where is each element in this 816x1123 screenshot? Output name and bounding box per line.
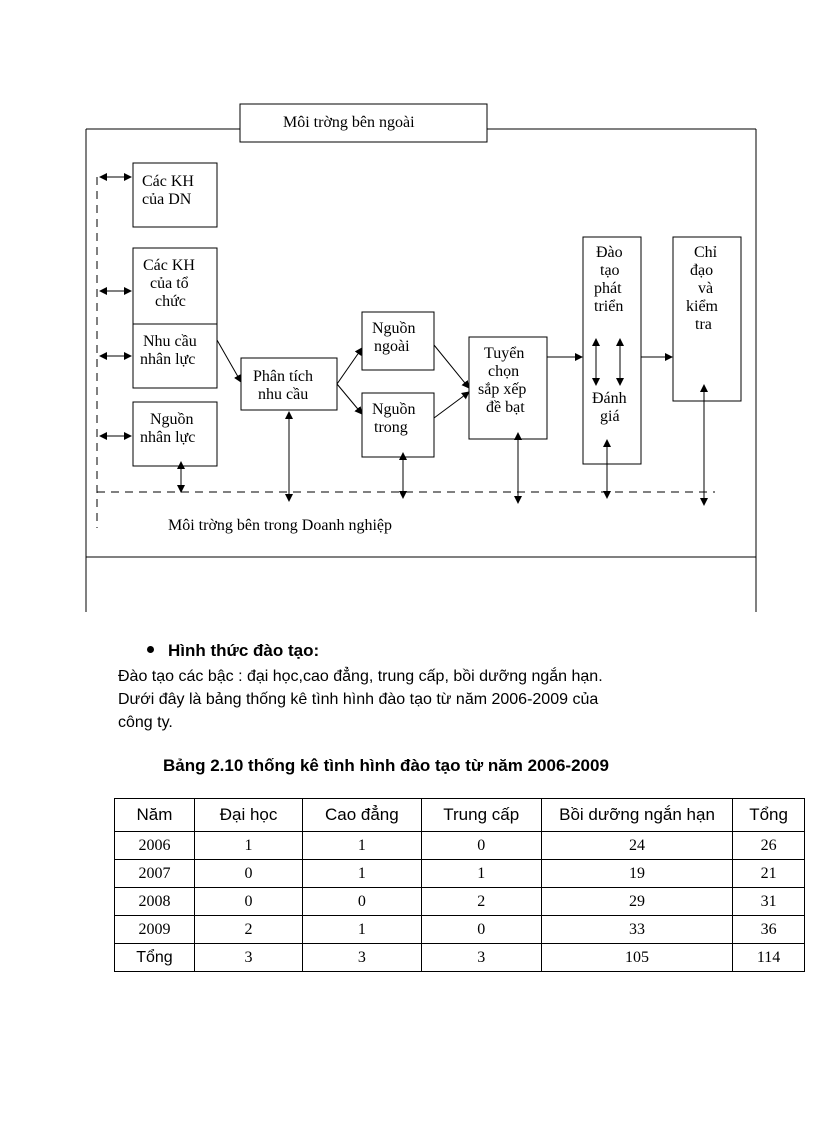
cell: 2006 bbox=[115, 832, 195, 860]
box-kh-dn-line2: của DN bbox=[142, 191, 192, 208]
paragraph-line-2: Dưới đây là bảng thống kê tình hình đào tạo từ năm 2006-2009 của bbox=[118, 691, 599, 708]
box-dao-tao-line3: phát bbox=[594, 280, 622, 297]
bullet-heading-text: Hình thức đào tạo: bbox=[168, 641, 320, 660]
box-nguon-nhan-luc-line2: nhân lực bbox=[140, 429, 196, 446]
cell: 21 bbox=[733, 860, 805, 888]
box-phan-tich-line2: nhu cầu bbox=[258, 386, 309, 403]
cell: 1 bbox=[303, 916, 421, 944]
cell: Tổng bbox=[115, 944, 195, 972]
header-year: Năm bbox=[115, 799, 195, 832]
cell: 1 bbox=[303, 832, 421, 860]
box-nguon-trong-line2: trong bbox=[374, 419, 408, 436]
table-row-total bbox=[115, 944, 805, 972]
cell: 36 bbox=[733, 916, 805, 944]
cell: 1 bbox=[194, 832, 302, 860]
box-danh-gia-line2: giá bbox=[600, 408, 620, 425]
cell: 26 bbox=[733, 832, 805, 860]
box-tuyen-chon-line3: sắp xếp bbox=[478, 381, 527, 398]
box-nhu-cau-line1: Nhu cầu bbox=[143, 333, 197, 350]
cell: 3 bbox=[194, 944, 302, 972]
box-dao-tao-line4: triển bbox=[594, 298, 624, 315]
training-stats-table bbox=[114, 798, 805, 972]
header-tong: Tổng bbox=[733, 799, 805, 832]
inner-env-label: Môi trờng bên trong Doanh nghiệp bbox=[168, 517, 392, 534]
paragraph-line-3: công ty. bbox=[118, 714, 173, 731]
table-row bbox=[115, 860, 805, 888]
cell: 2007 bbox=[115, 860, 195, 888]
box-chi-dao-line4: kiểm bbox=[686, 298, 718, 315]
box-nhu-cau-line2: nhân lực bbox=[140, 351, 196, 368]
table-caption: Bảng 2.10 thống kê tình hình đào tạo từ năm 2006-2009 bbox=[163, 756, 609, 775]
paragraph-line-1: Đào tạo các bậc : đại học,cao đẳng, trung cấp, bồi dưỡng ngắn hạn. bbox=[118, 668, 603, 685]
cell: 29 bbox=[541, 888, 732, 916]
table-row bbox=[115, 888, 805, 916]
box-nguon-ngoai-line2: ngoài bbox=[374, 338, 410, 355]
header-trung-cap: Trung cấp bbox=[421, 799, 541, 832]
cell: 0 bbox=[194, 888, 302, 916]
cell: 2 bbox=[421, 888, 541, 916]
outer-env-label: Môi trờng bên ngoài bbox=[283, 114, 415, 131]
cell: 3 bbox=[421, 944, 541, 972]
cell: 2009 bbox=[115, 916, 195, 944]
box-chi-dao-line3: và bbox=[698, 280, 714, 297]
cell: 1 bbox=[421, 860, 541, 888]
header-cao-dang: Cao đẳng bbox=[303, 799, 421, 832]
box-kh-dn-line1: Các KH bbox=[142, 173, 194, 190]
cell: 24 bbox=[541, 832, 732, 860]
cell: 0 bbox=[421, 832, 541, 860]
box-tuyen-chon-line4: đề bạt bbox=[486, 399, 525, 416]
bullet-icon bbox=[147, 646, 154, 653]
box-kh-to-chuc-line2: của tổ bbox=[150, 275, 189, 292]
cell: 0 bbox=[421, 916, 541, 944]
table-header-row bbox=[115, 799, 805, 832]
cell: 2 bbox=[194, 916, 302, 944]
box-tuyen-chon-line1: Tuyển bbox=[484, 345, 525, 362]
table-row bbox=[115, 916, 805, 944]
header-dai-hoc: Đại học bbox=[194, 799, 302, 832]
cell: 31 bbox=[733, 888, 805, 916]
cell: 19 bbox=[541, 860, 732, 888]
box-chi-dao-line1: Chỉ bbox=[694, 244, 718, 261]
box-chi-dao-line2: đạo bbox=[690, 262, 714, 279]
box-nguon-nhan-luc-line1: Nguồn bbox=[150, 411, 194, 428]
cell: 1 bbox=[303, 860, 421, 888]
bullet-heading bbox=[147, 641, 319, 661]
table-row bbox=[115, 832, 805, 860]
box-danh-gia-line1: Đánh bbox=[592, 390, 627, 407]
box-dao-tao-line1: Đào bbox=[596, 244, 623, 261]
box-kh-to-chuc-line3: chức bbox=[155, 293, 186, 310]
cell: 105 bbox=[541, 944, 732, 972]
box-nguon-trong-line1: Nguồn bbox=[372, 401, 416, 418]
cell: 114 bbox=[733, 944, 805, 972]
box-kh-to-chuc-line1: Các KH bbox=[143, 257, 195, 274]
cell: 3 bbox=[303, 944, 421, 972]
box-phan-tich-line1: Phân tích bbox=[253, 368, 313, 385]
cell: 0 bbox=[303, 888, 421, 916]
cell: 2008 bbox=[115, 888, 195, 916]
box-dao-tao-line2: tạo bbox=[600, 262, 620, 279]
box-chi-dao-line5: tra bbox=[695, 316, 712, 333]
cell: 0 bbox=[194, 860, 302, 888]
cell: 33 bbox=[541, 916, 732, 944]
box-nguon-ngoai-line1: Nguồn bbox=[372, 320, 416, 337]
box-tuyen-chon-line2: chọn bbox=[488, 363, 520, 380]
header-boi-duong: Bồi dưỡng ngắn hạn bbox=[541, 799, 732, 832]
